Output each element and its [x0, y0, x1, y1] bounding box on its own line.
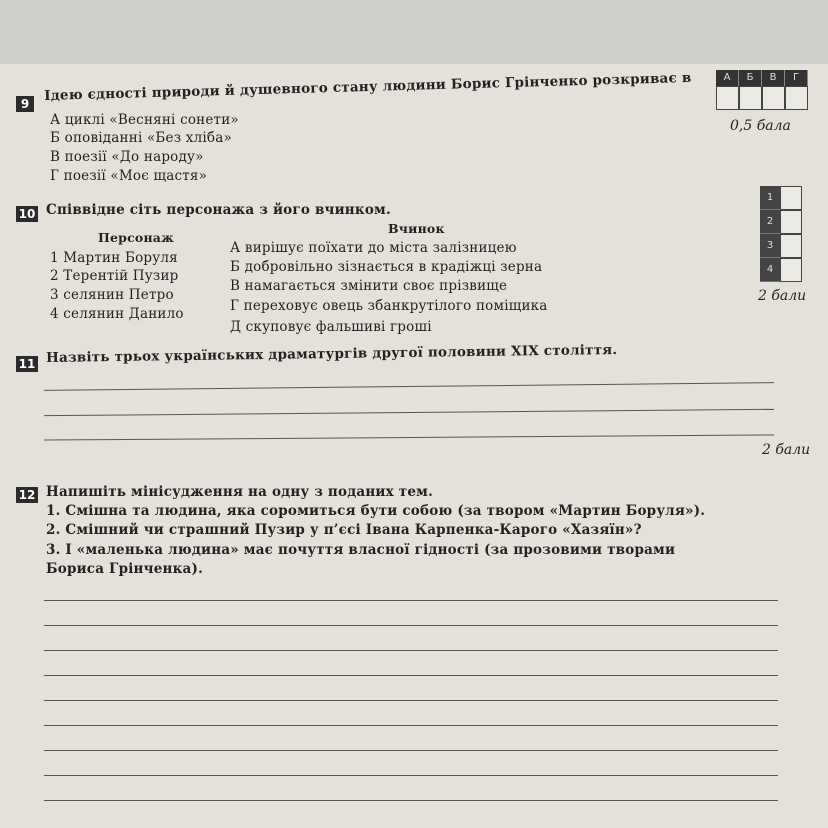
q9-answer-grid [716, 86, 808, 110]
question-10-text: Співвідне сіть персонажа з його вчинком. [46, 202, 391, 218]
question-9-number: 9 [16, 96, 34, 112]
q12-answer-line-5[interactable] [44, 700, 778, 701]
q9-answer-box-a[interactable] [716, 86, 739, 110]
q10-grid-row-3: 3 [760, 234, 780, 258]
question-9-text: Ідею єдності природи й душевного стану людини Борис Грінченко розкриває в [44, 69, 692, 104]
q10-action-b: Б добровільно зізнається в крадіжці зерна [230, 259, 543, 275]
q10-answer-box-4[interactable] [780, 258, 802, 282]
question-11-number: 11 [16, 356, 38, 372]
q9-grid-header-c: В [762, 70, 785, 86]
q10-action-e: Д скуповує фальшиві гроші [230, 319, 432, 335]
q12-topic-3-continued: Бориса Грінченка). [46, 561, 203, 577]
q12-answer-line-6[interactable] [44, 725, 778, 726]
q12-answer-line-4[interactable] [44, 675, 778, 676]
q10-grid-row-2: 2 [760, 210, 780, 234]
q10-grid-row-4: 4 [760, 258, 780, 282]
q12-answer-line-9[interactable] [44, 800, 778, 801]
q12-answer-line-2[interactable] [44, 625, 778, 626]
q10-score: 2 бали [758, 288, 807, 304]
q11-answer-line-1[interactable] [44, 382, 774, 391]
q10-character-1: 1 Мартин Боруля [50, 250, 178, 266]
q10-answer-box-2[interactable] [780, 210, 802, 234]
q10-grid-row-1: 1 [760, 186, 780, 210]
q12-topic-1: 1. Смішна та людина, яка соромиться бути собою (за твором «Мартин Боруля»). [46, 503, 706, 519]
q9-grid-header-d: Г [785, 70, 808, 86]
page-top-shadow [0, 0, 828, 64]
question-11-text: Назвіть трьох українських драматургів другої половини XIX століття. [46, 342, 618, 366]
question-12-text: Напишіть мінісудження на одну з поданих тем. [46, 484, 433, 500]
q10-action-c: В намагається змінити своє прізвище [230, 278, 508, 294]
q10-answer-grid [760, 186, 802, 282]
q12-answer-line-8[interactable] [44, 775, 778, 776]
q11-answer-line-2[interactable] [44, 409, 774, 416]
q10-character-4: 4 селянин Данило [50, 306, 184, 322]
q10-action-d: Г переховує овець збанкрутілого поміщика [230, 298, 548, 314]
q10-action-a: А вирішує поїхати до міста залізницею [230, 240, 517, 256]
q9-option-d: Г поезії «Моє щастя» [50, 168, 208, 184]
q10-answer-box-3[interactable] [780, 234, 802, 258]
q9-option-a: А циклі «Весняні сонети» [50, 112, 239, 128]
q12-answer-line-7[interactable] [44, 750, 778, 751]
q9-score: 0,5 бала [730, 118, 791, 134]
q9-option-b: Б оповіданні «Без хліба» [50, 130, 232, 146]
q12-answer-line-3[interactable] [44, 650, 778, 651]
q9-answer-box-d[interactable] [785, 86, 808, 110]
q9-answer-box-b[interactable] [739, 86, 762, 110]
question-12-number: 12 [16, 487, 38, 503]
q9-option-c: В поезії «До народу» [50, 149, 204, 165]
q10-character-2: 2 Терентій Пузир [50, 268, 179, 284]
q11-score: 2 бали [762, 442, 811, 458]
q9-answer-grid-header [716, 70, 808, 86]
q9-grid-header-b: Б [739, 70, 762, 86]
q9-grid-header-a: А [716, 70, 739, 86]
q10-character-3: 3 селянин Петро [50, 287, 174, 303]
question-10-number: 10 [16, 206, 38, 222]
q12-answer-line-1[interactable] [44, 600, 778, 601]
q10-column-action: Вчинок [388, 221, 445, 236]
q10-column-character: Персонаж [98, 230, 174, 245]
q12-topic-3: 3. І «маленька людина» має почуття власної гідності (за прозовими творами [46, 542, 676, 558]
q9-answer-box-c[interactable] [762, 86, 785, 110]
q11-answer-line-3[interactable] [44, 434, 774, 440]
q10-answer-box-1[interactable] [780, 186, 802, 210]
q12-topic-2: 2. Смішний чи страшний Пузир у п’єсі Івана Карпенка-Карого «Хазяїн»? [46, 522, 642, 538]
